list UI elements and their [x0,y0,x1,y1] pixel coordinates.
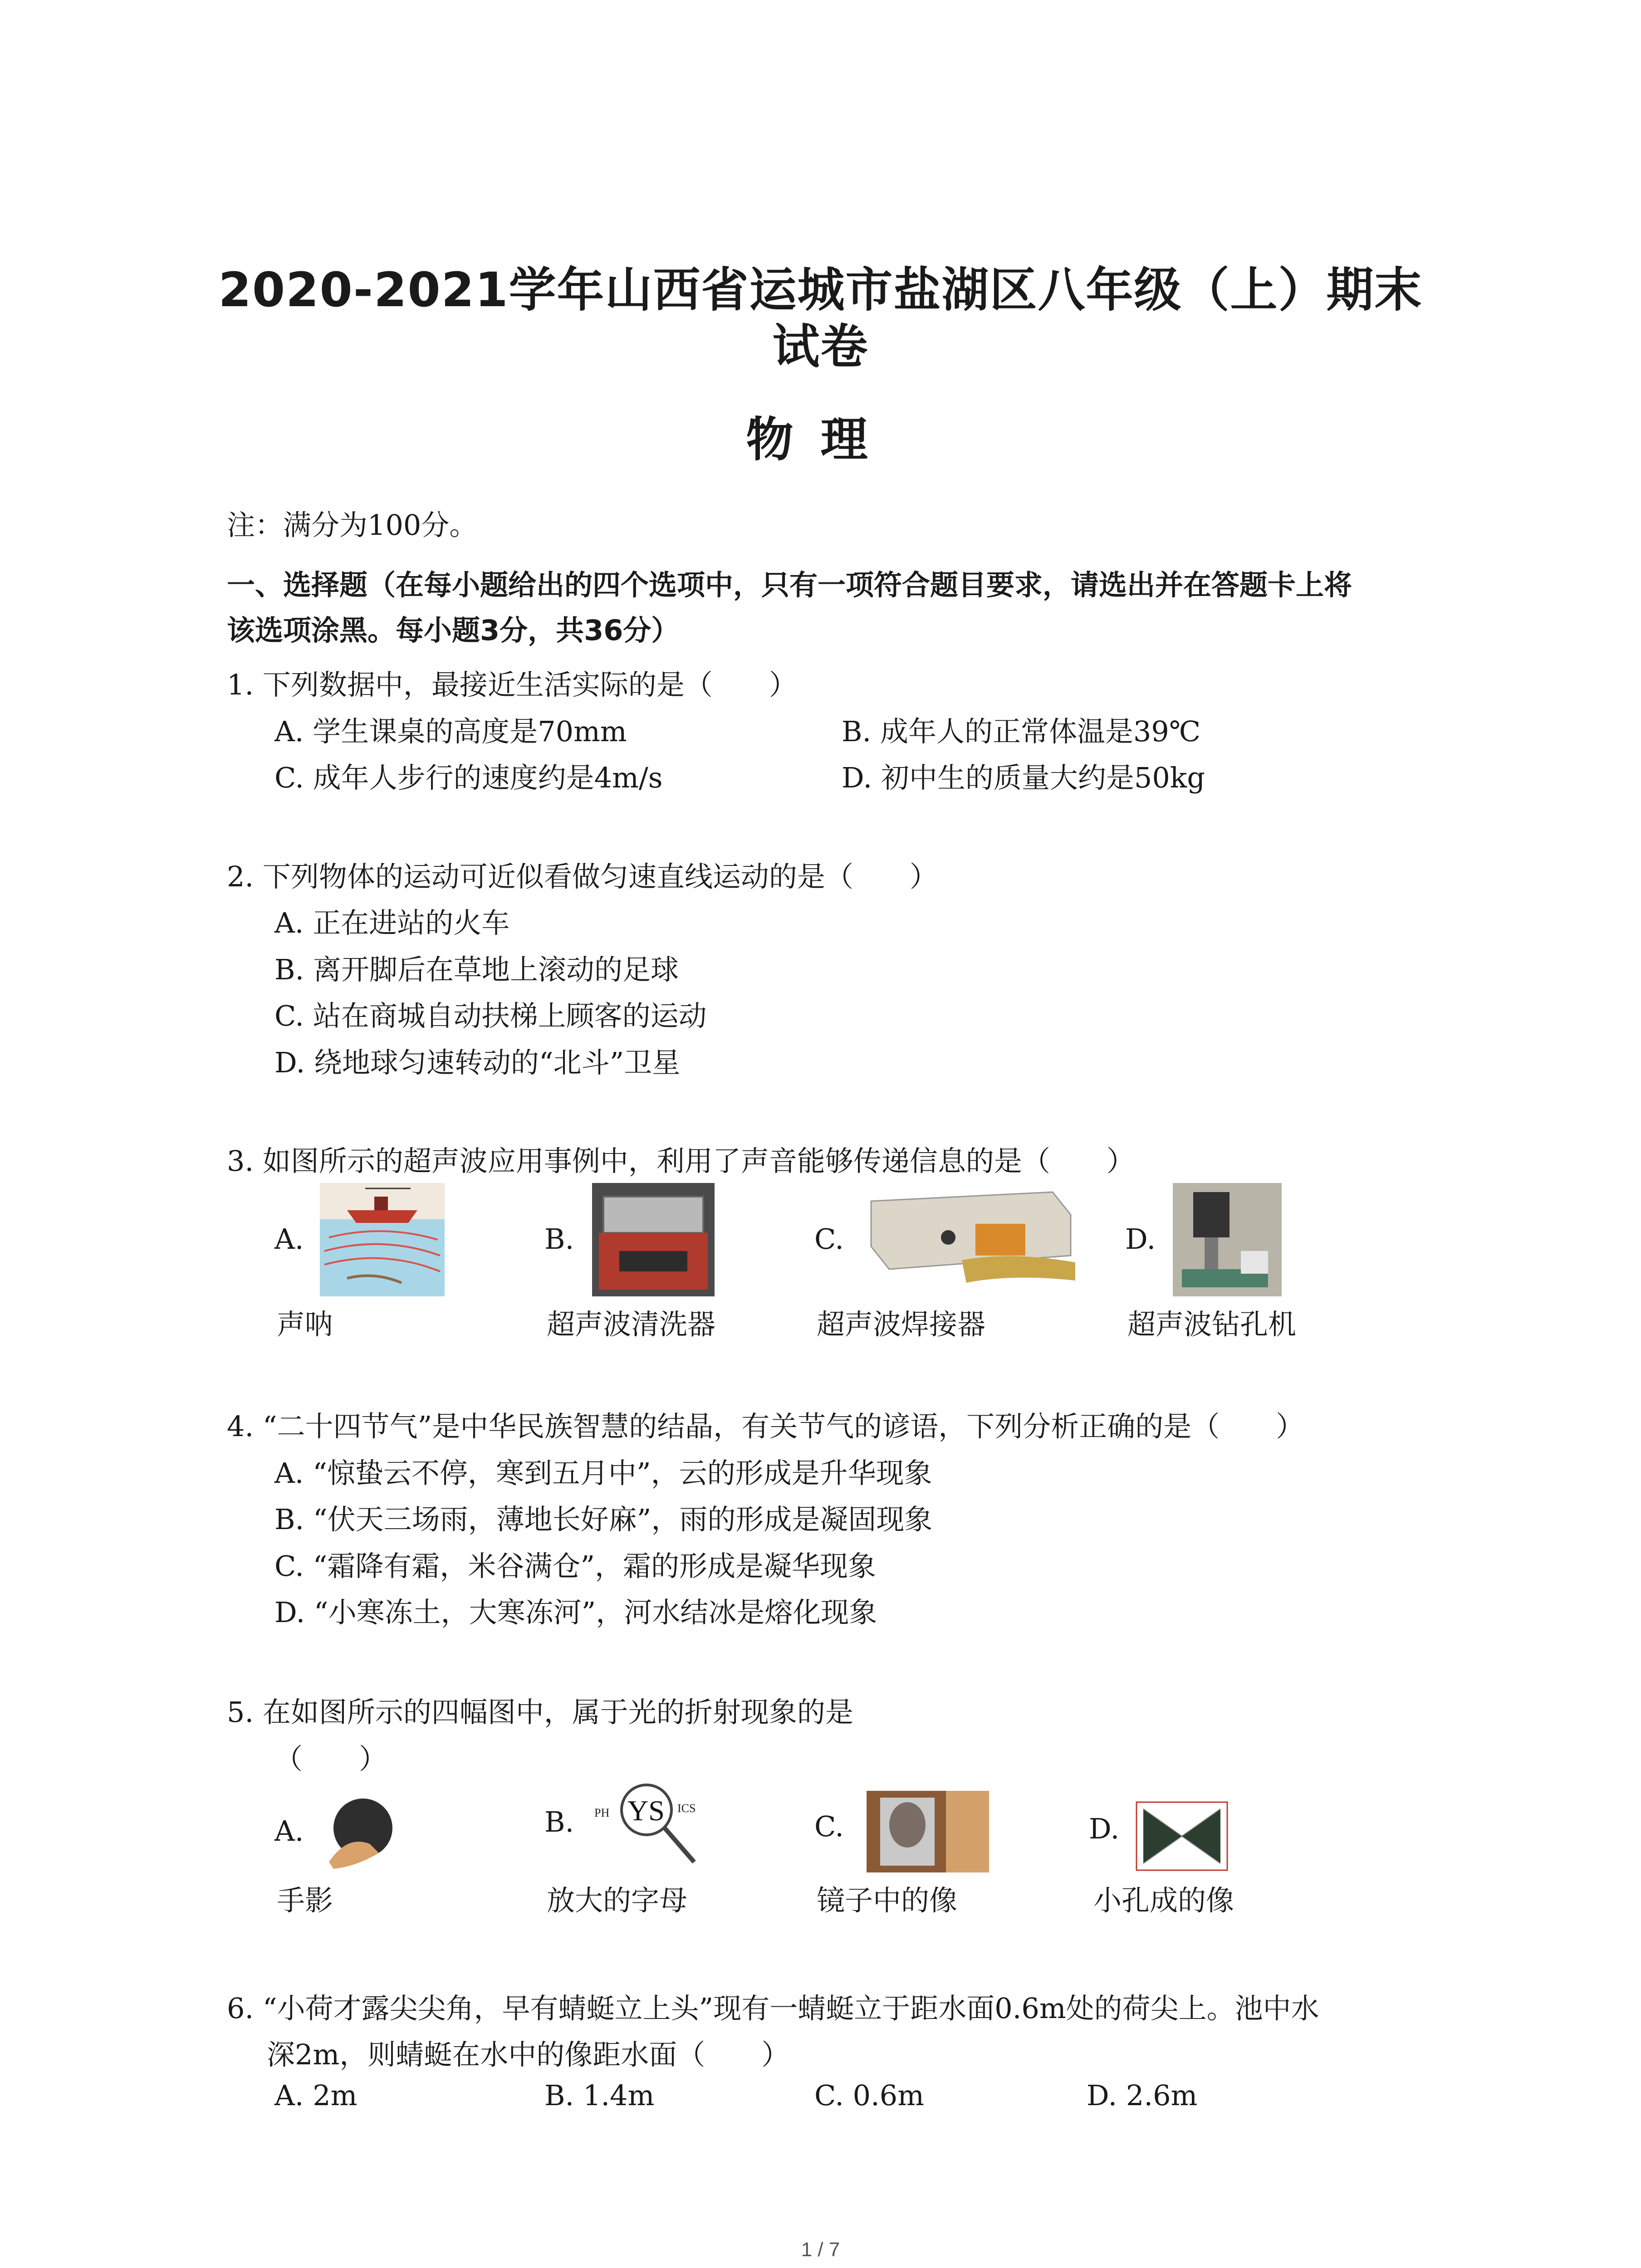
q5-caption-d: 小孔成的像 [1093,1884,1234,1917]
mirror-image [867,1791,989,1872]
q2-option-d: D. 绕地球匀速转动的“北斗”卫星 [274,1046,681,1079]
q5-letter-b: B. [544,1805,574,1838]
q3-caption-d: 超声波钻孔机 [1127,1308,1297,1341]
q2-option-c: C. 站在商城自动扶梯上顾客的运动 [274,999,707,1032]
ultrasonic-welder-image [862,1183,1084,1296]
exam-title-line2: 试卷 [772,319,869,374]
q1-option-c: C. 成年人步行的速度约是4m/s [274,761,663,794]
magnifier-text-right: ICS [677,1802,696,1815]
q5-caption-b: 放大的字母 [547,1884,688,1917]
q2-option-a: A. 正在进站的火车 [274,906,510,939]
q6-option-c: C. 0.6m [814,2079,925,2112]
ultrasonic-drill-image [1173,1183,1282,1296]
exam-title-line1: 2020-2021学年山西省运城市盐湖区八年级（上）期末 [218,262,1423,318]
q4-option-c: C. “霜降有霜，米谷满仓”，霜的形成是凝华现象 [274,1549,877,1583]
q1-option-d: D. 初中生的质量大约是50kg [842,761,1205,794]
q6-option-d: D. 2.6m [1087,2079,1198,2112]
q5-letter-a: A. [274,1814,304,1848]
page-number: 1 / 7 [801,2239,840,2261]
q1-option-b: B. 成年人的正常体温是39℃ [842,715,1201,748]
q5-caption-c: 镜子中的像 [817,1884,958,1917]
section-heading-line1: 一、选择题（在每小题给出的四个选项中，只有一项符合题目要求，请选出并在答题卡上将 [227,568,1352,601]
magnifier-text-center: YS [627,1794,665,1827]
q5-stem: 5. 在如图所示的四幅图中，属于光的折射现象的是 [227,1696,853,1729]
q4-option-b: B. “伏天三场雨，薄地长好麻”，雨的形成是凝固现象 [274,1503,933,1536]
sonar-ship-image [320,1183,445,1296]
score-note: 注：满分为100分。 [227,508,478,542]
q3-letter-c: C. [814,1222,844,1256]
q6-option-b: B. 1.4m [544,2079,655,2112]
q6-stem-line2: 深2m，则蜻蜓在水中的像距水面（ ） [267,2038,790,2071]
q4-stem: 4. “二十四节气”是中华民族智慧的结晶，有关节气的谚语，下列分析正确的是（ ） [227,1410,1304,1443]
q5-answer-paren: （ ） [274,1742,387,1775]
q4-option-d: D. “小寒冻土，大寒冻河”，河水结冰是熔化现象 [274,1596,877,1629]
q3-caption-a: 声呐 [277,1308,333,1341]
q6-option-a: A. 2m [274,2079,358,2112]
q2-option-b: B. 离开脚后在草地上滚动的足球 [274,953,679,986]
q1-stem: 1. 下列数据中，最接近生活实际的是（ ） [227,668,797,701]
ultrasonic-cleaner-image [592,1183,715,1296]
section-heading-line2: 该选项涂黑。每小题3分，共36分） [227,614,680,647]
q3-stem: 3. 如图所示的超声波应用事例中，利用了声音能够传递信息的是（ ） [227,1144,1135,1178]
q1-option-a: A. 学生课桌的高度是70mm [274,715,627,748]
hand-shadow-image [320,1794,392,1871]
q3-letter-a: A. [274,1222,304,1256]
q3-letter-d: D. [1125,1222,1156,1256]
q5-letter-c: C. [814,1810,844,1843]
magnifier-image [592,1776,705,1867]
q5-caption-a: 手影 [277,1884,333,1917]
subject-title: 物理 [746,412,895,467]
q2-stem: 2. 下列物体的运动可近似看做匀速直线运动的是（ ） [227,860,938,893]
q6-stem-line1: 6. “小荷才露尖尖角，早有蜻蜓立上头”现有一蜻蜓立于距水面0.6m处的荷尖上。池中水 [227,1992,1319,2025]
q3-letter-b: B. [544,1222,574,1256]
q3-caption-b: 超声波清洗器 [547,1308,716,1341]
magnifier-text-left: PH [594,1806,610,1819]
q4-option-a: A. “惊蛰云不停，寒到五月中”，云的形成是升华现象 [274,1457,932,1490]
q5-letter-d: D. [1089,1812,1120,1845]
pinhole-image [1134,1800,1230,1872]
q3-caption-c: 超声波焊接器 [817,1308,986,1341]
